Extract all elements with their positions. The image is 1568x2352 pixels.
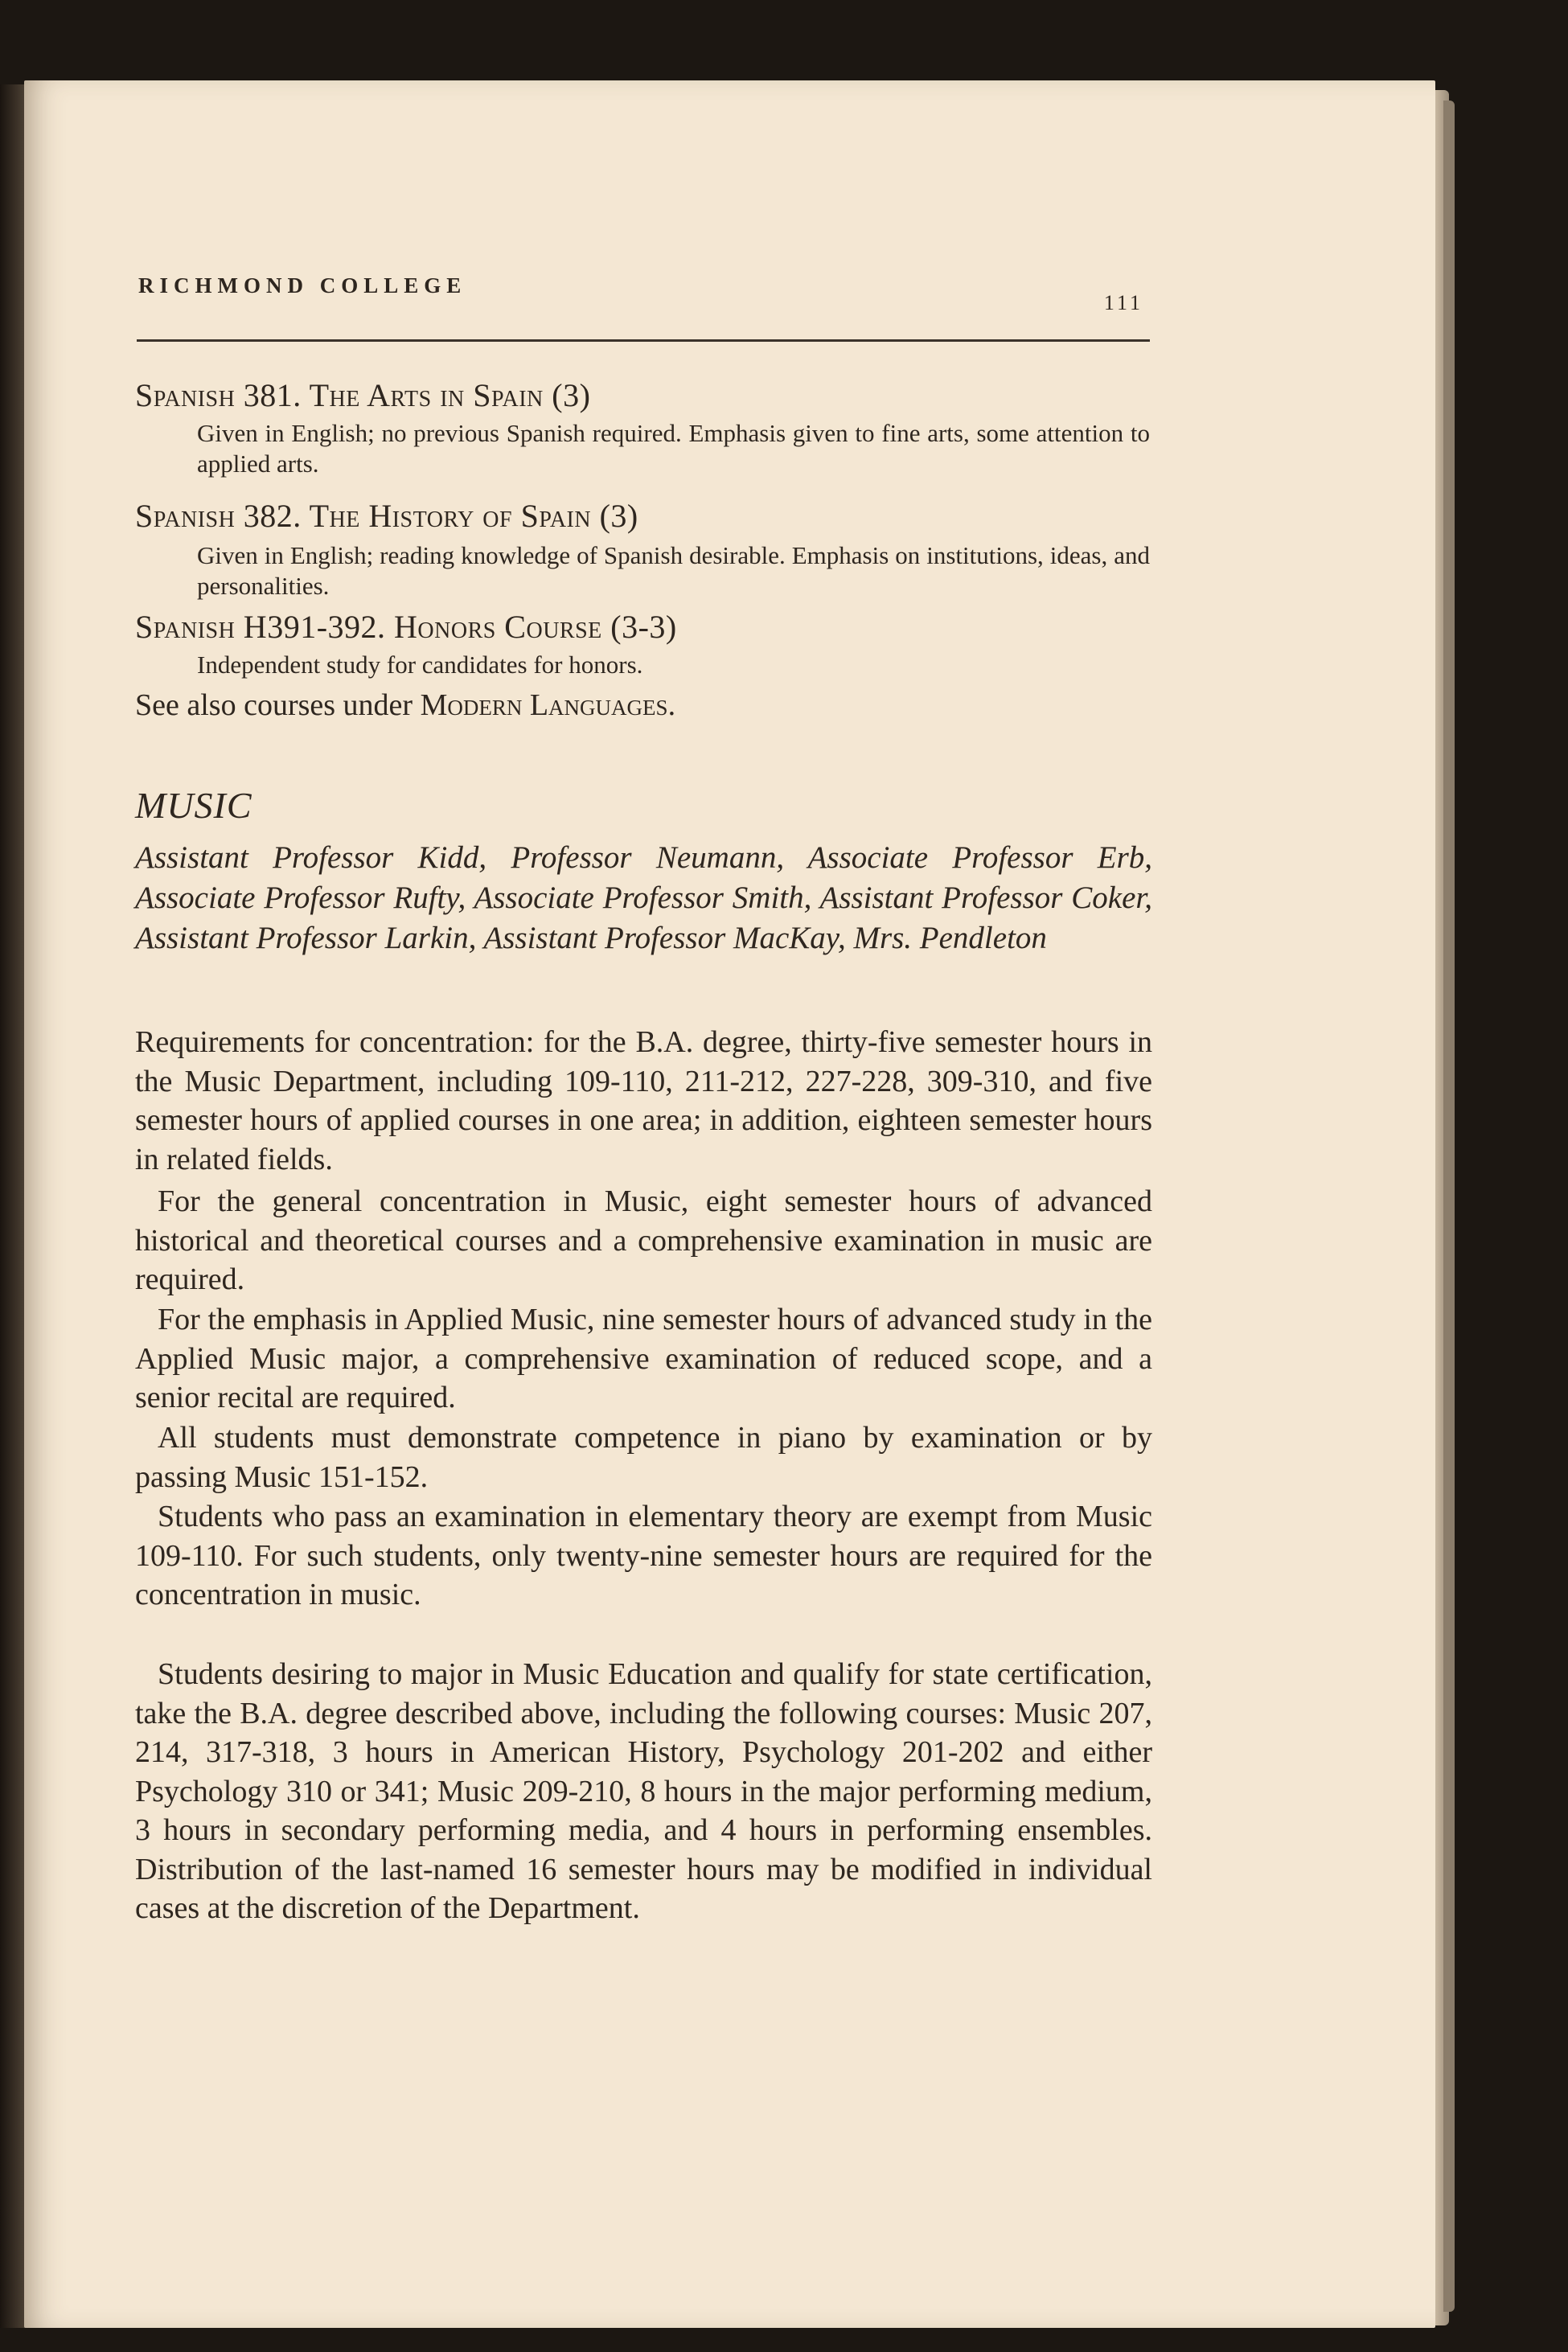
see-also-prefix: See also courses under — [135, 688, 421, 722]
course-title: Spanish 381. The Arts in Spain (3) — [135, 377, 591, 413]
course-description: Independent study for candidates for honors. — [197, 651, 643, 679]
paragraph: For the emphasis in Applied Music, nine semester hours of advanced study in the Applied Music major, a comprehensive examination of reduced scope, and a senior recital are required. — [135, 1303, 1152, 1414]
course-title: Spanish 382. The History of Spain (3) — [135, 498, 638, 534]
paragraph: Students desiring to major in Music Education and qualify for state certification, take the B.A. degree described above, including the following courses: Music 207, 214, 317-318, 3 hours in American History, Psychology 201-202 and either Psychology 310 or 341; Music 209-210, 8 hours in the major performing medium, 3 hours in secondary performing media, and 4 hours in performing ensembles. Distribution of the last-named 16 semester hours may be modified in individual cases at the discretion of the Department. — [135, 1657, 1152, 1925]
faculty-list: Assistant Professor Kidd, Professor Neumann, Associate Professor Erb, Associate Professor Rufty, Associate Professor Smith, Assistant Professor Coker, Assistant Professor Larkin, Assistant Professor MacKay, Mrs. Pendleton — [135, 840, 1152, 955]
course-description: Given in English; reading knowledge of Spanish desirable. Emphasis on institutions, ideas, and personalities. — [197, 541, 1150, 600]
paragraph: For the general concentration in Music, eight semester hours of advanced historical and theoretical courses and a comprehensive examination in music are required. — [135, 1184, 1152, 1296]
see-also-note — [135, 688, 675, 723]
course-description: Given in English; no previous Spanish required. Emphasis given to fine arts, some attention to applied arts. — [197, 419, 1150, 478]
paragraph: All students must demonstrate competence in piano by examination or by passing Music 151-152. — [135, 1421, 1152, 1494]
running-head: RICHMOND COLLEGE — [138, 273, 467, 298]
paragraph: Students who pass an examination in elementary theory are exempt from Music 109-110. For such students, only twenty-nine semester hours are required for the concentration in music. — [135, 1500, 1152, 1611]
page-number: 111 — [1103, 291, 1143, 314]
course-title: Spanish H391-392. Honors Course (3-3) — [135, 609, 677, 645]
section-title: MUSIC — [135, 785, 252, 826]
see-also-suffix: . — [667, 688, 676, 722]
page-edge-back — [1443, 101, 1455, 2312]
paragraph: Requirements for concentration: for the B.A. degree, thirty-five semester hours in the Music Department, including 109-110, 211-212, 227-228, 309-310, and five semester hours of applied courses in one area; in addition, eighteen semester hours in related fields. — [135, 1025, 1152, 1176]
see-also-reference: Modern Languages — [420, 688, 668, 722]
page-header — [137, 273, 1150, 342]
